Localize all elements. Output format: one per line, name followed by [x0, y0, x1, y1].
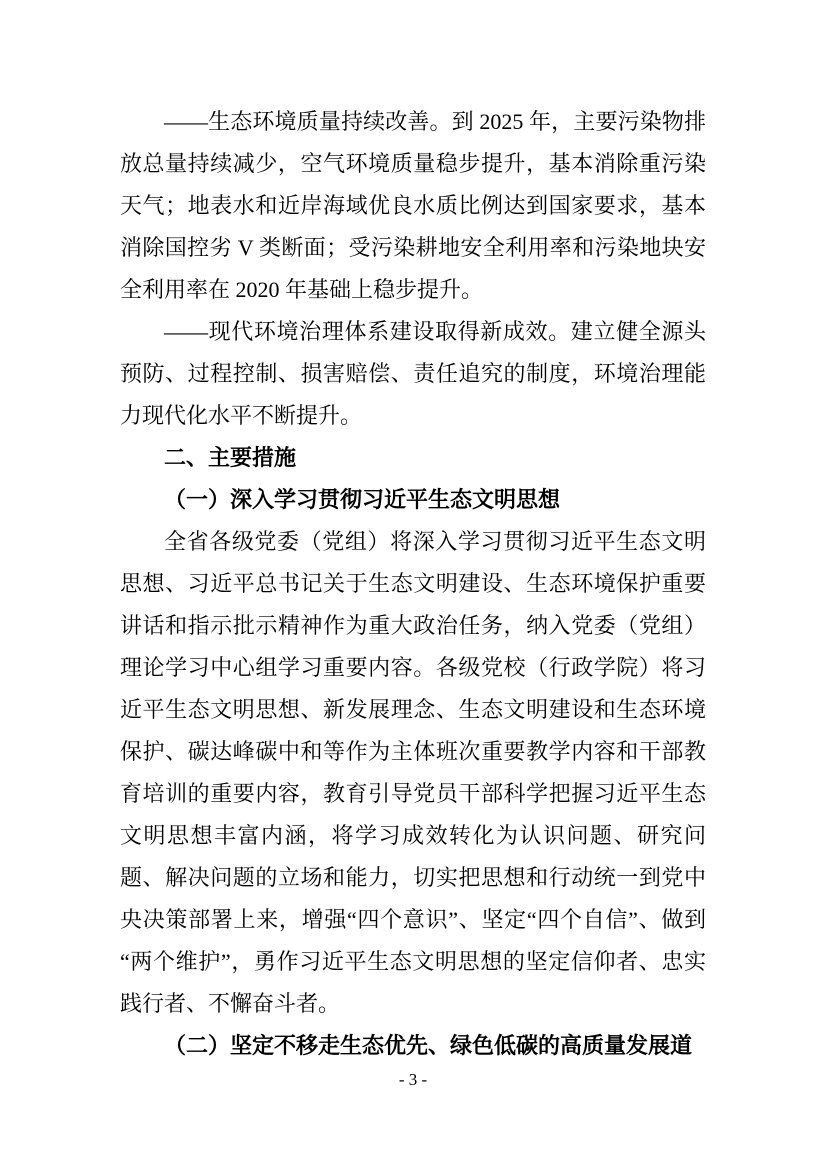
- paragraph-study-implementation: 全省各级党委（党组）将深入学习贯彻习近平生态文明思想、习近平总书记关于生态文明建设、生态环境保护重要讲话和指示批示精神作为重大政治任务，纳入党委（党组）理论学习中心组学习重要内容。各级党校（行政学院）将习近平生态文明思想、新发展理念、生态文明建设和生态环境保护、碳达峰碳中和等作为主体班次重要教学内容和干部教育培训的重要内容，教育引导党员干部科学把握习近平生态文明思想丰富内涵，将学习成效转化为认识问题、研究问题、解决问题的立场和能力，切实把思想和行动统一到党中央决策部署上来，增强“四个意识”、坚定“四个自信”、做到“两个维护”，勇作习近平生态文明思想的坚定信仰者、忠实践行者、不懈奋斗者。: [120, 529, 706, 1016]
- subsection-heading-study-thought: （一）深入学习贯彻习近平生态文明思想: [164, 487, 561, 512]
- section-heading-main-measures: 二、主要措施: [164, 445, 297, 470]
- paragraph-eco-quality-goal: ——生态环境质量持续改善。到 2025 年，主要污染物排放总量持续减少，空气环境质量稳步提升，基本消除重污染天气；地表水和近岸海域优良水质比例达到国家要求，基本消除国控劣 V 类断面；受污染耕地安全利用率和污染地块安全利用率在 2020 年基础上稳步提升。: [120, 109, 706, 302]
- page-number: - 3 -: [398, 1070, 428, 1089]
- subsection-heading-green-development-path: （二）坚定不移走生态优先、绿色低碳的高质量发展道: [164, 1033, 693, 1058]
- document-body: [120, 101, 706, 1067]
- paragraph-governance-goal: ——现代环境治理体系建设取得新成效。建立健全源头预防、过程控制、损害赔偿、责任追究的制度，环境治理能力现代化水平不断提升。: [120, 319, 706, 428]
